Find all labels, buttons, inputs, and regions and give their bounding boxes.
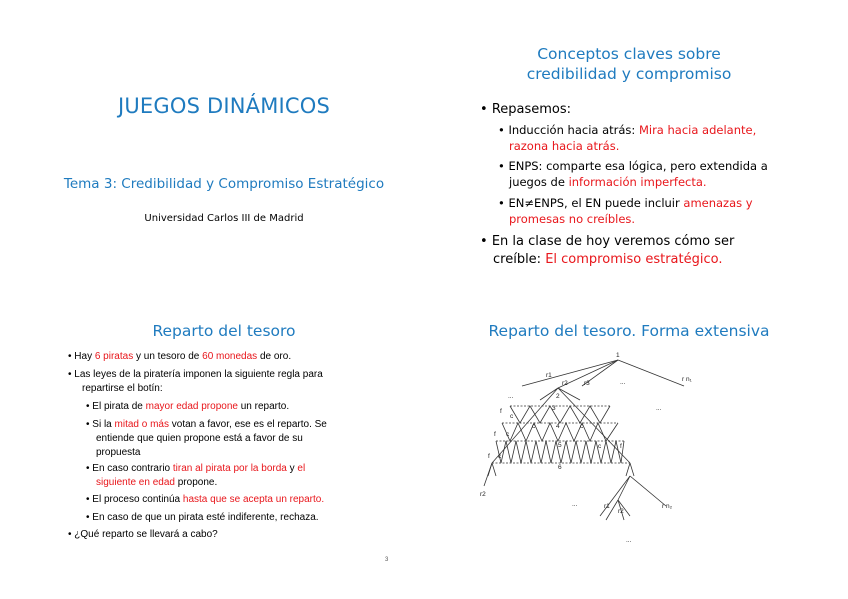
tree-label-rnb: r n₂	[662, 503, 673, 510]
slide3-bullet-pregunta: • ¿Qué reparto se llevará a cabo?	[68, 529, 218, 540]
slide3-bullet-piratas: • Hay 6 piratas y un tesoro de 60 monedas de oro.	[68, 351, 292, 362]
slide1-university: Universidad Carlos III de Madrid	[144, 213, 304, 224]
tree-label-r1: r1	[546, 372, 552, 379]
slide1-subtitle: Tema 3: Credibilidad y Compromiso Estratégico	[63, 176, 385, 192]
tree-dots-bottom-left: ...	[572, 501, 578, 508]
slide2-title-line2: credibilidad y compromiso	[526, 65, 732, 83]
tree-label-f1: f	[500, 408, 502, 415]
tree-dots-left: ...	[508, 393, 514, 400]
slide1-title: JUEGOS DINÁMICOS	[117, 94, 331, 118]
tree-label-c4: c	[532, 423, 536, 430]
slide2-sub-enps: • ENPS: comparte esa lógica, pero extendida a juegos de información imperfecta.	[498, 159, 768, 189]
slide4-title: Reparto del tesoro. Forma extensiva	[488, 322, 770, 340]
slide2-bullet-clase: • En la clase de hoy veremos cómo ser creíble: El compromiso estratégico.	[480, 234, 735, 267]
slide3-title: Reparto del tesoro	[152, 322, 296, 340]
slide3-bullet-leyes: • Las leyes de la piratería imponen la siguiente regla para repartirse el botín:	[68, 369, 323, 394]
tree-label-f4: f	[620, 443, 622, 450]
tree-dots-bottom: ...	[626, 537, 632, 544]
slide2-title-line1: Conceptos claves sobre	[537, 45, 721, 63]
tree-label-n3: 3	[552, 405, 556, 412]
slide3-sub-propone: • El pirata de mayor edad propone un reparto.	[86, 401, 290, 412]
tree-label-r1b: r1	[604, 503, 610, 510]
slide3-sub-indiferente: • En caso de que un pirata esté indiferente, rechaza.	[86, 512, 319, 523]
tree-label-c1: c	[510, 413, 514, 420]
tree-dots-top: ...	[620, 379, 626, 386]
tree-label-c5: c	[580, 423, 584, 430]
slide3-sub-continua: • El proceso continúa hasta que se acepta un reparto.	[86, 494, 325, 505]
tree-label-r2c: r2	[618, 508, 624, 515]
page-number: 3	[385, 557, 389, 563]
slide2-sub-induccion: • Inducción hacia atrás: Mira hacia adelante, razona hacia atrás.	[498, 123, 757, 153]
slide3-sub-mitad: • Si la mitad o más votan a favor, ese es el reparto. Se entiende que quien propone está a favor de su propuesta	[86, 419, 327, 458]
tree-label-root: 1	[616, 352, 620, 359]
tree-label-c2: c	[506, 431, 510, 438]
tree-label-n5: 5	[558, 442, 562, 449]
slide2-sub-en: • EN≠ENPS, el EN puede incluir amenazas y promesas no creíbles.	[498, 196, 753, 226]
tree-label-f2: f	[494, 431, 496, 438]
tree-label-c6: c	[598, 443, 602, 450]
slide3-sub-contrario: • En caso contrario tiran al pirata por la borda y el siguiente en edad propone.	[86, 463, 306, 488]
tree-label-r2: r2	[562, 380, 568, 387]
tree-label-n2: 2	[556, 393, 560, 400]
slide2-bullet-repasemos: • Repasemos:	[480, 102, 572, 117]
tree-label-rn: r n₁	[682, 376, 692, 383]
tree-label-r3: r3	[584, 380, 590, 387]
tree-label-c3: c	[498, 453, 502, 460]
tree-label-r2b: r2	[480, 491, 486, 498]
tree-dots-right: ...	[656, 405, 662, 412]
extensive-form-tree	[470, 348, 710, 548]
tree-label-n6: 6	[558, 464, 562, 471]
slide2-title	[470, 44, 788, 84]
tree-label-f3: f	[488, 453, 490, 460]
tree-label-n4: 4	[556, 423, 560, 430]
